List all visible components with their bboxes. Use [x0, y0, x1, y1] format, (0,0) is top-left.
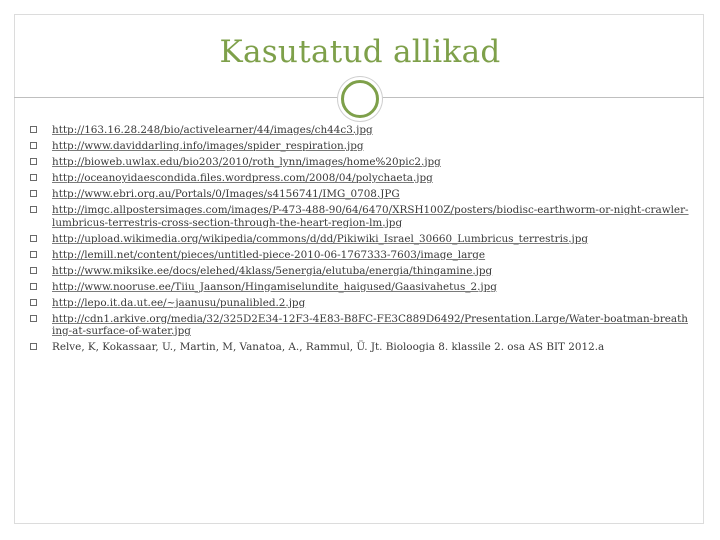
reference-item[interactable] — [30, 188, 690, 201]
reference-link[interactable]: http://www.miksike.ee/docs/elehed/4klass/5energia/elutuba/energia/thingamine.jpg — [52, 264, 493, 277]
slide-title: Kasutatud allikad — [219, 34, 501, 70]
reference-list — [30, 124, 690, 357]
reference-link[interactable]: http://lepo.it.da.ut.ee/~jaanusu/punalibled.2.jpg — [52, 296, 306, 309]
reference-link[interactable]: http://lemill.net/content/pieces/untitled-piece-2010-06-1767333-7603/image_large — [52, 248, 486, 261]
reference-link[interactable]: http://bioweb.uwlax.edu/bio203/2010/roth_lynn/images/home%20pic2.jpg — [52, 156, 441, 168]
reference-link[interactable]: http://imgc.allpostersimages.com/images/P-473-488-90/64/6470/XRSH100Z/posters/biodisc-earthworm-or-night-crawler-lumbricus-terrestris-cross-section-through-the-heart-region-lm.jpg — [52, 204, 689, 229]
reference-link[interactable]: http://oceanoyidaescondida.files.wordpress.com/2008/04/polychaeta.jpg — [52, 172, 433, 184]
square-bullet-icon — [30, 206, 37, 213]
ring-ornament-icon — [341, 80, 379, 118]
square-bullet-icon — [30, 315, 37, 322]
reference-item[interactable] — [30, 204, 690, 229]
reference-item[interactable] — [30, 233, 690, 246]
square-bullet-icon — [30, 251, 37, 258]
reference-item[interactable] — [30, 156, 690, 169]
reference-item[interactable] — [30, 313, 690, 338]
square-bullet-icon — [30, 235, 37, 242]
square-bullet-icon — [30, 190, 37, 197]
reference-item — [30, 341, 690, 354]
reference-item[interactable] — [30, 281, 690, 294]
reference-item[interactable] — [30, 140, 690, 153]
reference-link[interactable]: http://www.daviddarling.info/images/spider_respiration.jpg — [52, 140, 364, 152]
square-bullet-icon — [30, 174, 37, 181]
reference-link[interactable]: http://163.16.28.248/bio/activelearner/44/images/ch44c3.jpg — [52, 124, 373, 136]
reference-link[interactable]: http://upload.wikimedia.org/wikipedia/commons/d/dd/Pikiwiki_Israel_30660_Lumbricus_terrestris.jpg — [52, 232, 589, 245]
square-bullet-icon — [30, 267, 37, 274]
square-bullet-icon — [30, 142, 37, 149]
reference-item[interactable] — [30, 172, 690, 185]
square-bullet-icon — [30, 158, 37, 165]
reference-item[interactable] — [30, 249, 690, 262]
reference-item[interactable] — [30, 124, 690, 137]
reference-item[interactable] — [30, 297, 690, 310]
reference-link[interactable]: http://www.nooruse.ee/Tiiu_Jaanson/Hingamiselundite_haigused/Gaasivahetus_2.jpg — [52, 280, 497, 293]
reference-link[interactable]: http://cdn1.arkive.org/media/32/325D2E34-12F3-4E83-B8FC-FE3C889D6492/Presentation.Large/Water-boatman-breathing-at-surface-of-water.jpg — [52, 312, 688, 337]
reference-text: Relve, K, Kokassaar, U., Martin, M, Vanatoa, A., Rammul, Ü. Jt. Bioloogia 8. klassile 2. osa AS BIT 2012.a — [52, 341, 605, 353]
square-bullet-icon — [30, 283, 37, 290]
square-bullet-icon — [30, 299, 37, 306]
square-bullet-icon — [30, 343, 37, 350]
square-bullet-icon — [30, 126, 37, 133]
reference-item[interactable] — [30, 265, 690, 278]
reference-link[interactable]: http://www.ebri.org.au/Portals/0/Images/s4156741/IMG_0708.JPG — [52, 188, 400, 200]
